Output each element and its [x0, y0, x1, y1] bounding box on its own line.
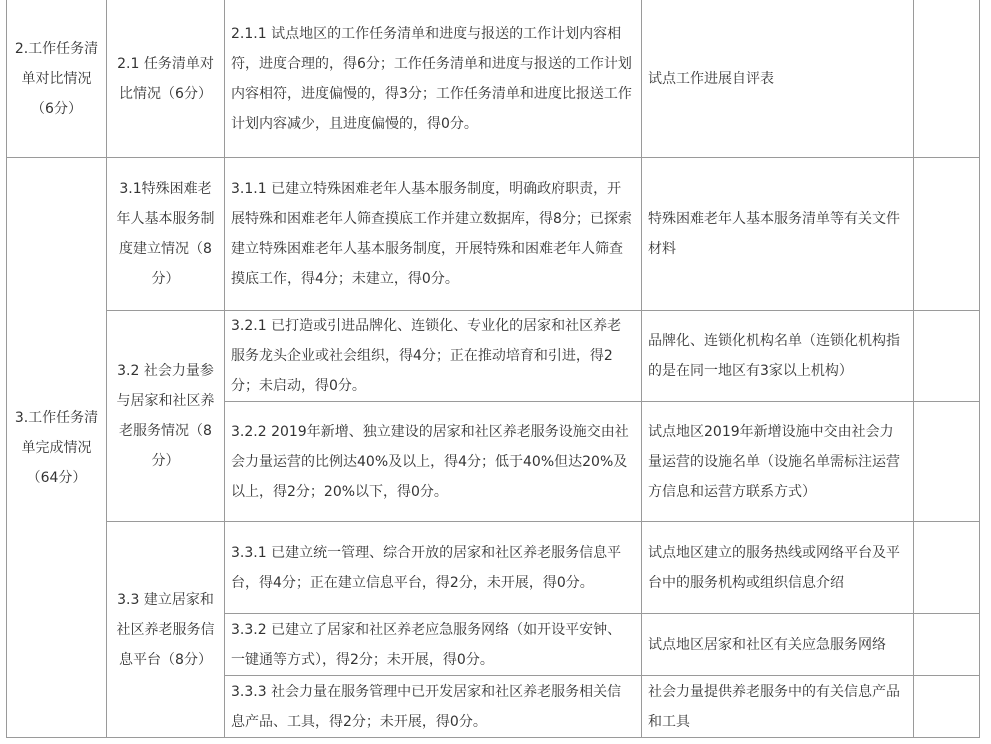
item-cell: 3.3 建立居家和社区养老服务信息平台（8分） — [107, 522, 225, 738]
item-cell: 3.1特殊困难老年人基本服务制度建立情况（8分） — [107, 158, 225, 311]
notes-cell — [914, 522, 980, 614]
criteria-cell: 3.2.1 已打造或引进品牌化、连锁化、专业化的居家和社区养老服务龙头企业或社会组织，得4分；正在推动培育和引进，得2分；未启动，得0分。 — [225, 311, 642, 402]
notes-cell — [914, 158, 980, 311]
category-cell: 2.工作任务清单对比情况（6分） — [7, 0, 107, 158]
criteria-cell: 3.3.3 社会力量在服务管理中已开发居家和社区养老服务相关信息产品、工具，得2分；未开展，得0分。 — [225, 676, 642, 738]
criteria-cell: 3.3.1 已建立统一管理、综合开放的居家和社区养老服务信息平台，得4分；正在建立信息平台，得2分，未开展，得0分。 — [225, 522, 642, 614]
criteria-cell: 3.2.2 2019年新增、独立建设的居家和社区养老服务设施交由社会力量运营的比例达40%及以上，得4分；低于40%但达20%及以上，得2分；20%以下，得0分。 — [225, 402, 642, 522]
table-row — [7, 522, 980, 614]
notes-cell — [914, 676, 980, 738]
assessment-table-container — [6, 0, 979, 744]
table-row — [7, 158, 980, 311]
assessment-table — [6, 0, 980, 738]
materials-cell: 试点地区2019年新增设施中交由社会力量运营的设施名单（设施名单需标注运营方信息和运营方联系方式） — [642, 402, 914, 522]
criteria-cell: 3.1.1 已建立特殊困难老年人基本服务制度，明确政府职责，开展特殊和困难老年人筛查摸底工作并建立数据库，得8分；已探索建立特殊困难老年人基本服务制度，开展特殊和困难老年人筛查摸底工作，得4分；未建立，得0分。 — [225, 158, 642, 311]
item-cell: 3.2 社会力量参与居家和社区养老服务情况（8分） — [107, 311, 225, 522]
notes-cell — [914, 0, 980, 158]
materials-cell: 试点地区建立的服务热线或网络平台及平台中的服务机构或组织信息介绍 — [642, 522, 914, 614]
materials-cell: 社会力量提供养老服务中的有关信息产品和工具 — [642, 676, 914, 738]
materials-cell: 试点地区居家和社区有关应急服务网络 — [642, 614, 914, 676]
criteria-cell: 2.1.1 试点地区的工作任务清单和进度与报送的工作计划内容相符，进度合理的，得6分；工作任务清单和进度与报送的工作计划内容相符，进度偏慢的，得3分；工作任务清单和进度比报送工作计划内容减少，且进度偏慢的，得0分。 — [225, 0, 642, 158]
table-row — [7, 0, 980, 158]
table-row — [7, 311, 980, 402]
criteria-cell: 3.3.2 已建立了居家和社区养老应急服务网络（如开设平安钟、一键通等方式），得2分；未开展，得0分。 — [225, 614, 642, 676]
materials-cell: 试点工作进展自评表 — [642, 0, 914, 158]
materials-cell: 特殊困难老年人基本服务清单等有关文件材料 — [642, 158, 914, 311]
item-cell: 2.1 任务清单对比情况（6分） — [107, 0, 225, 158]
notes-cell — [914, 402, 980, 522]
notes-cell — [914, 614, 980, 676]
notes-cell — [914, 311, 980, 402]
materials-cell: 品牌化、连锁化机构名单（连锁化机构指的是在同一地区有3家以上机构） — [642, 311, 914, 402]
category-cell: 3.工作任务清单完成情况（64分） — [7, 158, 107, 738]
